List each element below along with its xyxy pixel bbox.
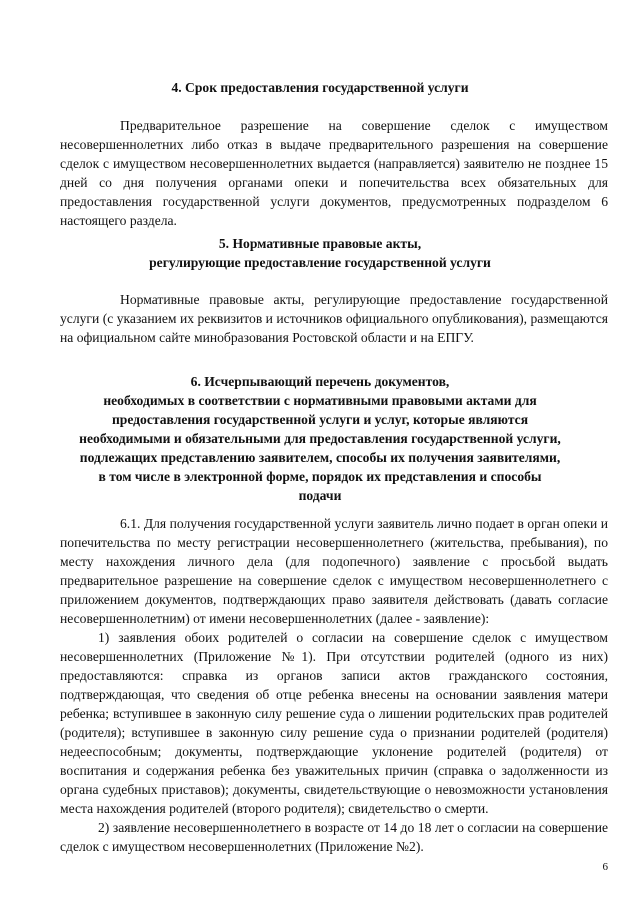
section-6-heading-line: предоставления государственной услуги и услуг, которые являются xyxy=(111,412,529,427)
section-6-body xyxy=(60,514,608,856)
section-6-heading-line: необходимыми и обязательными для предоставления государственной услуги, xyxy=(79,431,561,446)
section-5-body xyxy=(60,290,608,347)
section-5-heading-line: регулирующие предоставление государственной услуги xyxy=(149,255,491,270)
section-5-paragraph: Нормативные правовые акты, регулирующие предоставление государственной услуги (с указанием их реквизитов и источников официального опубликования), размещаются на официальном сайте минобразования Ростовской области и на ЕПГУ. xyxy=(60,292,608,345)
section-6-item-2: 2) заявление несовершеннолетнего в возрасте от 14 до 18 лет о согласии на совершение сделок с имуществом несовершеннолетних (Приложение №2). xyxy=(60,820,608,854)
section-6-heading-line: 6. Исчерпывающий перечень документов, xyxy=(190,374,450,389)
section-6-paragraph-6-1: 6.1. Для получения государственной услуги заявитель лично подает в орган опеки и попечительства по месту регистрации несовершеннолетнего (жительства, пребывания), по месту нахождения личного дела (для подопечного) заявление с просьбой выдать предварительное разрешение на совершение сделок с имуществом несовершеннолетнего с приложением документов, подтверждающих право заявителя действовать (давать согласие несовершеннолетним) от имени несовершеннолетних (далее - заявление): xyxy=(60,516,608,626)
section-4-body xyxy=(60,116,608,230)
section-6-heading-line: необходимых в соответствии с нормативными правовыми актами для xyxy=(103,393,537,408)
section-5-heading xyxy=(60,234,580,272)
section-6-item-1: 1) заявления обоих родителей о согласии на совершение сделок с имуществом несовершеннолетних (Приложение №1). При отсутствии родителей (одного из них) предоставляются: справка из органов записи актов гражданского состояния, подтверждающая, что сведения об отце ребенка внесены на основании заявления матери ребенка; вступившее в законную силу решение суда о лишении родительских прав родителей (родителя); вступившее в законную силу решение суда о признании родителей (родителя) недееспособным; документы, подтверждающие уклонение родителей (родителя) от воспитания и содержания ребенка без уважительных причин (справка о задолженности из органа судебных приставов); документы, свидетельствующие о невозможности установления места нахождения родителей (второго родителя); свидетельство о смерти. xyxy=(60,630,608,816)
page-number: 6 xyxy=(602,861,608,873)
section-6-heading-line: подлежащих представлению заявителем, способы их получения заявителями, xyxy=(79,450,561,465)
section-6-heading-line: в том числе в электронной форме, порядок их представления и способы xyxy=(98,469,542,484)
section-5-heading-line: 5. Нормативные правовые акты, xyxy=(218,236,422,251)
section-4-paragraph: Предварительное разрешение на совершение сделок с имуществом несовершеннолетних либо отказ в выдаче предварительного разрешения на совершение сделок с имуществом несовершеннолетних выдается (направляется) заявителю не позднее 15 дней со дня получения органами опеки и попечительства всех обязательных для предоставления государственной услуги документов, предусмотренных подразделом 6 настоящего раздела. xyxy=(60,118,608,228)
section-6-heading xyxy=(60,372,580,505)
section-6-heading-line: подачи xyxy=(298,488,342,503)
section-4-heading: 4. Срок предоставления государственной услуги xyxy=(171,80,469,95)
